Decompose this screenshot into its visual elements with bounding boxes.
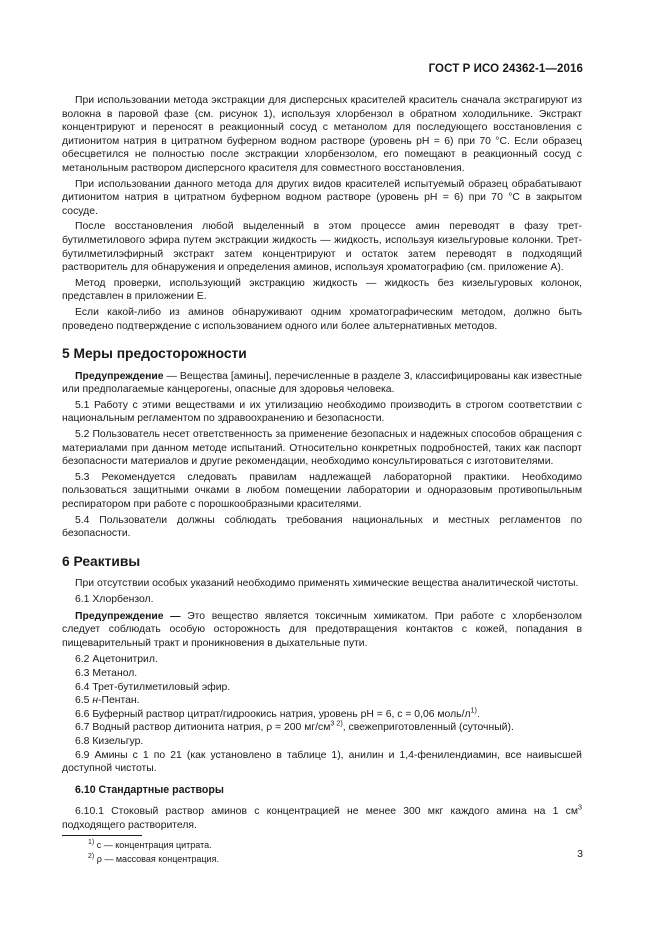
footnote — [62, 839, 582, 851]
section-title: 6 Реактивы — [62, 553, 141, 569]
list-item: 6.2 Ацетонитрил. — [75, 654, 158, 666]
paragraph: 5.1 Работу с этими веществами и их утилизацию необходимо производить в строгом соответствии с национальным регламентом по здравоохранению и безопасности. — [62, 399, 582, 425]
warning-label: Предупреждение — — [75, 610, 181, 622]
footnote-mark: 2) — [88, 852, 95, 860]
paragraph — [62, 802, 582, 832]
footnote-ref: 3 2) — [330, 718, 343, 728]
item-text: . — [476, 708, 480, 720]
subsection-title: 6.10 Стандартные растворы — [75, 783, 224, 796]
footnote — [62, 853, 582, 865]
item-text: подходящего растворителя. — [62, 819, 197, 831]
list-item: 6.4 Трет-бутилметиловый эфир. — [75, 681, 231, 693]
list-item — [62, 718, 582, 735]
warning-label: Предупреждение — [75, 370, 164, 382]
list-item — [62, 705, 582, 722]
list-item: 6.1 Хлорбензол. — [75, 594, 154, 605]
item-text: -Пентан. — [98, 695, 140, 707]
item-text: 6.10.1 Стоковый раствор аминов с концентрацией не менее 300 мкг каждого амина на 1 см — [75, 806, 578, 818]
item-text: 6.6 Буферный раствор цитрат/гидроокись натрия, уровень pH = 6, с = 0,06 моль/л — [75, 708, 471, 720]
paragraph: При отсутствии особых указаний необходимо применять химические вещества аналитической чистоты. — [75, 578, 579, 590]
warning-text: — Вещества [амины], перечисленные в разделе 3, классифицированы как известные или предполагаемые канцерогены, опасные для здоровья человека. — [62, 370, 582, 396]
list-item: 6.3 Метанол. — [75, 667, 138, 679]
paragraph: Метод проверки, использующий экстракцию жидкость — жидкость без кизельгуровых колонок, представлен в приложении Е. — [62, 277, 582, 303]
footnote-text: ρ — массовая концентрация. — [96, 853, 219, 864]
page-body — [62, 94, 582, 867]
footnote-text: с — концентрация цитрата. — [96, 839, 212, 850]
item-text: 6.7 Водный раствор дитионита натрия, ρ = 200 мг/см — [75, 722, 331, 734]
footnote-mark: 1) — [88, 838, 95, 846]
list-item — [62, 694, 582, 708]
paragraph: 5.3 Рекомендуется следовать правилам надлежащей лабораторной практики. Необходимо пользоваться защитными очками в любом помещении лаборатории и одноразовым противопыльным респиратором при работе с порошкообразными красителями. — [62, 471, 582, 511]
document-header: ГОСТ Р ИСО 24362-1—2016 — [428, 63, 583, 75]
paragraph: При использовании данного метода для других видов красителей испытуемый образец обрабатывают дитионитом натрия в цитратном буферном водном растворе (уровень pH = 6) при 70 °С в закрытом сосуде. — [62, 178, 582, 217]
list-item: 6.9 Амины с 1 по 21 (как установлено в таблице 1), анилин и 1,4-фенилендиамин, все наивысшей доступной чистоты. — [62, 749, 582, 775]
footnote-divider — [62, 835, 142, 836]
item-number: 6.5 — [75, 695, 93, 707]
footnote-ref: 1) — [470, 705, 477, 715]
warning-paragraph — [62, 610, 582, 651]
warning-paragraph — [62, 370, 582, 397]
paragraph: Если какой-либо из аминов обнаруживают одним хроматографическим методом, должно быть проведено подтверждение с использованием одного или более альтернативных методов. — [62, 306, 582, 332]
paragraph: При использовании метода экстракции для дисперсных красителей краситель сначала экстрагируют из волокна в паровой фазе (см. рисунок 1), используя хлорбензол в обратном холодильнике. Экстракт концентрируют и переносят в реакционный сосуд с метанолом для последующего восстановления с дитионитом натрия в цитратном буферном водном растворе (уровень pH = 6) при 70 °С. Если образец обесцветился не полностью после экстракции хлорбензолом, его помещают в реакционный сосуд с метанольным раствором дисперсного красителя для совместного восстановления. — [62, 95, 582, 174]
paragraph: После восстановления любой выделенный в этом процессе амин переводят в фазу трет-бутилметилового эфира путем экстракции жидкость — жидкость, используя кизельгуровые колонки. Трет-бутилметилэфирный экстракт затем концентрируют и остаток затем переводят в подходящий растворитель для обнаружения и определения аминов, используя хроматографию (см. приложение А). — [62, 221, 582, 274]
page-number: 3 — [577, 848, 583, 860]
item-text: , свежеприготовленный (суточный). — [342, 722, 514, 734]
paragraph: 5.2 Пользователь несет ответственность за применение безопасных и надежных способов обращения с материалами при данном методе испытаний. Относительно конкретных подробностей, таких как паспорт безопасности материалов и другие рекомендации, необходимо консультироваться с изготовителями. — [62, 429, 582, 468]
italic-prefix: н — [92, 695, 99, 707]
section-title: 5 Меры предосторожности — [62, 346, 247, 362]
superscript: 3 — [578, 802, 582, 812]
list-item: 6.8 Кизельгур. — [75, 735, 144, 747]
warning-text: Это вещество является токсичным химикатом. При работе с хлорбензолом следует соблюдать особую осторожность для предотвращения контактов с кожей, попадания в пищеварительный тракт и проникновения в дыхательные пути. — [62, 610, 582, 649]
paragraph: 5.4 Пользователи должны соблюдать требования национальных и местных регламентов по безопасности. — [62, 514, 582, 540]
